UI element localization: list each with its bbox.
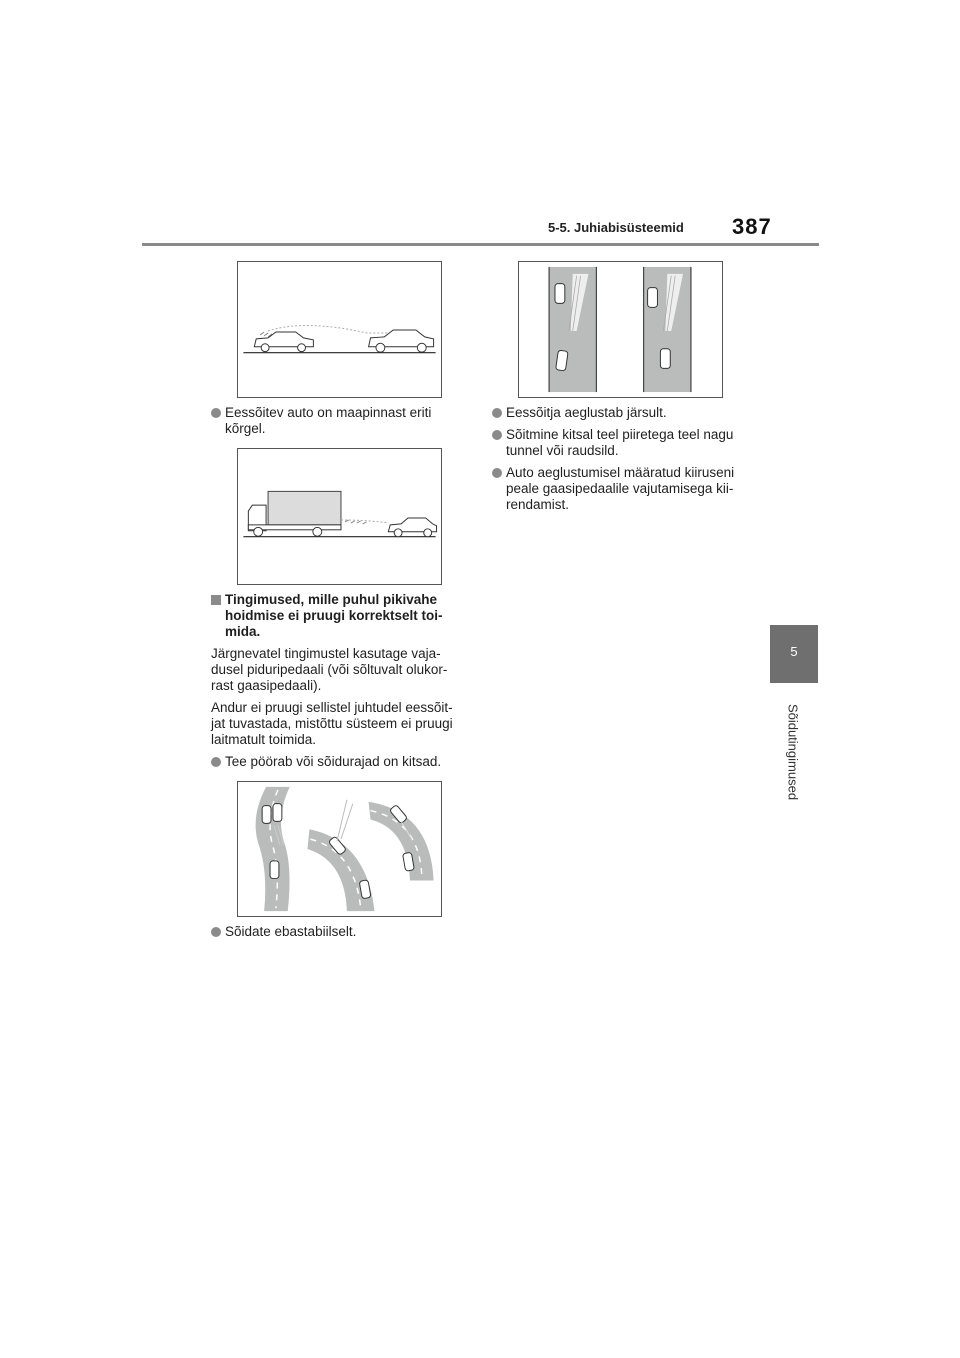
straight-lanes-illustration [519, 262, 722, 397]
bullet-dot-icon [211, 757, 221, 767]
paragraph: Järgnevatel tingimustel kasutage vaja- dusel piduripedaali (või sõltuvalt olukor- rast gaasipedaali). [211, 646, 448, 693]
bullet-dot-icon [211, 408, 221, 418]
chapter-number: 5 [790, 644, 798, 659]
page-number: 387 [732, 214, 772, 239]
bullet-item [492, 465, 757, 513]
figure-straight-lanes [518, 261, 723, 398]
figure-truck [237, 448, 442, 585]
section-title: 5-5. Juhiabisüsteemid [548, 220, 684, 235]
elevated-vehicle-illustration [238, 262, 441, 397]
chapter-tab [770, 625, 818, 683]
bullet-item [211, 405, 451, 437]
heading-square-icon [211, 595, 221, 605]
header-divider [142, 243, 819, 246]
bullet-dot-icon [492, 468, 502, 478]
bullet-dot-icon [492, 408, 502, 418]
bullet-text: Eessõitev auto on maapinnast eriti kõrgel. [225, 405, 432, 436]
bullet-text: Eessõitja aeglustab järsult. [506, 405, 667, 420]
chapter-title [782, 690, 804, 814]
right-column-text [492, 405, 757, 519]
bullet-item [492, 427, 757, 459]
bullet-item [211, 924, 456, 940]
figure-elevated-vehicle [237, 261, 442, 398]
bullet-text: Sõitmine kitsal teel piiretega teel nagu tunnel või raudsild. [506, 427, 734, 458]
figure-curved-roads [237, 781, 442, 917]
curved-roads-illustration [238, 782, 441, 916]
chapter-title-text: Sõidutingimused [785, 703, 801, 801]
left-column-text-3 [211, 924, 456, 946]
bullet-item [211, 754, 456, 770]
bullet-text: Auto aeglustumisel määratud kiiruseni peale gaasipedaalile vajutamisega kii- rendamist. [506, 465, 735, 512]
bullet-text: Tee pöörab või sõidurajad on kitsad. [225, 754, 442, 769]
section-heading [211, 592, 456, 640]
bullet-dot-icon [211, 927, 221, 937]
bullet-dot-icon [492, 430, 502, 440]
heading-text: Tingimused, mille puhul pikivahe hoidmise ei pruugi korrektselt toi- mida. [225, 592, 443, 639]
left-column-text-1 [211, 405, 451, 443]
paragraph: Andur ei pruugi sellistel juhtudel eessõit- jat tuvastada, mistõttu süsteem ei pruugi laitmatult toimida. [211, 700, 453, 747]
bullet-item [492, 405, 757, 421]
left-column-text-2 [211, 592, 456, 776]
bullet-text: Sõidate ebastabiilselt. [225, 924, 357, 939]
truck-illustration [238, 449, 441, 584]
